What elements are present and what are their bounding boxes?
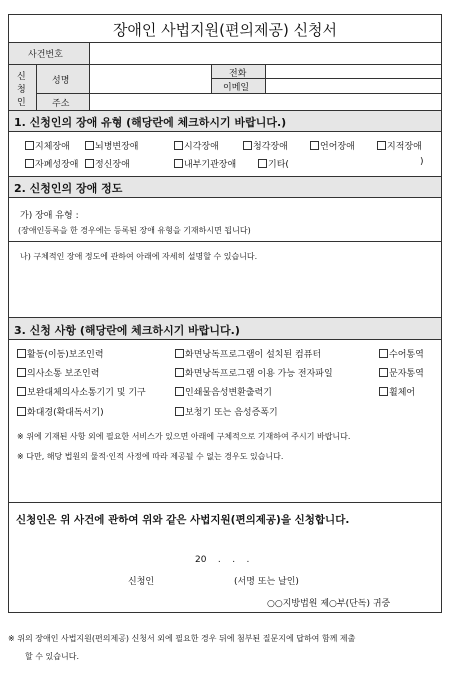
section1-header-divider [8,131,442,132]
option-label: 휠체어 [389,388,416,398]
checkbox[interactable] [85,159,94,168]
option-label: 정신장애 [95,160,130,170]
disability-option-mental[interactable] [85,157,130,170]
section1-title: 1. 신청인의 장애 유형 (해당란에 체크하시기 바랍니다.) [14,116,287,129]
section2-title: 2. 신청인의 장애 정도 [14,182,123,195]
option-label: 보완대체의사소통기기 및 기구 [27,388,146,398]
section3-header-divider [8,339,442,340]
closing-statement: 신청인은 위 사건에 관하여 위와 같은 사법지원(편의제공)을 신청합니다. [16,514,350,526]
closing-divider [8,502,442,503]
signature-instruction[interactable]: (서명 또는 날인) [234,577,299,587]
disability-option-intellectual[interactable] [377,139,422,152]
option-label: 뇌병변장애 [95,142,139,152]
section3-title: 3. 신청 사항 (해당란에 체크하시기 바랍니다.) [14,324,240,337]
checkbox[interactable] [17,407,26,416]
additional-service-field[interactable] [14,466,436,498]
case-number-field[interactable] [90,43,441,64]
checkbox[interactable] [175,368,184,377]
disability-option-visual[interactable] [174,139,219,152]
option-label: 청각장애 [253,142,288,152]
request-option-print-to-speech[interactable] [175,385,272,398]
request-option-screen-reader-pc[interactable] [175,347,321,360]
checkbox[interactable] [377,141,386,150]
checkbox[interactable] [379,387,388,396]
disability-option-autism[interactable] [25,157,78,170]
disability-detail-field[interactable] [14,264,436,314]
email-label: 이메일 [223,83,250,93]
checkbox[interactable] [175,349,184,358]
other-close-paren: ) [420,157,424,167]
checkbox[interactable] [17,349,26,358]
court-addressee: ○○지방법원 제○부(단독) 귀중 [267,599,391,609]
checkbox[interactable] [85,141,94,150]
section3-note-2: ※ 다만, 해당 법원의 물적·인적 사정에 따라 제공될 수 없는 경우도 있습니다. [17,452,284,461]
option-label: 문자통역 [389,369,424,379]
footnote-line-1: ※ 위의 장애인 사법지원(편의제공) 신청서 외에 필요한 경우 뒤에 첨부된 질문지에 답하여 함께 제출 [8,634,356,643]
request-option-wheelchair[interactable] [379,385,415,398]
form-title: 장애인 사법지원(편의제공) 신청서 [112,21,338,39]
address-field[interactable] [90,94,441,110]
application-date[interactable]: 20 . . . [195,555,250,565]
option-label: 보청기 또는 음성증폭기 [185,408,278,418]
checkbox[interactable] [17,387,26,396]
disability-option-hearing[interactable] [243,139,288,152]
option-label: 수어통역 [389,350,424,360]
checkbox[interactable] [25,141,34,150]
request-option-mobility-assistant[interactable] [17,347,104,360]
option-label: 지적장애 [387,142,422,152]
request-option-accessible-file[interactable] [175,366,333,379]
checkbox[interactable] [25,159,34,168]
option-label: 화면낭독프로그램 이용 가능 전자파일 [185,369,333,379]
option-label: 인쇄물음성변환출력기 [185,388,272,398]
disability-option-physical[interactable] [25,139,70,152]
option-label: 화대경(확대독서기) [27,408,104,418]
request-option-magnifier[interactable] [17,405,104,418]
checkbox[interactable] [243,141,252,150]
checkbox[interactable] [379,349,388,358]
disability-option-other[interactable] [258,157,289,170]
option-label: 의사소통 보조인력 [27,369,100,379]
checkbox[interactable] [17,368,26,377]
checkbox[interactable] [310,141,319,150]
checkbox[interactable] [174,159,183,168]
address-label: 주소 [52,99,70,109]
case-number-label: 사건번호 [28,50,63,60]
request-option-text-interpretation[interactable] [379,366,424,379]
section2-inner-divider [8,241,442,242]
checkbox[interactable] [174,141,183,150]
disability-option-brain-lesion[interactable] [85,139,138,152]
name-field[interactable] [90,65,211,93]
checkbox[interactable] [175,387,184,396]
name-label: 성명 [52,76,70,86]
request-option-communication-assistant[interactable] [17,366,99,379]
applicant-signature-label: 신청인 [128,577,155,587]
section3-note-1: ※ 위에 기재된 사항 외에 필요한 서비스가 있으면 아래에 구체적으로 기재하여 주시기 바랍니다. [17,432,351,441]
option-label: 지체장애 [35,142,70,152]
section2-header-divider [8,197,442,198]
disability-option-speech[interactable] [310,139,355,152]
request-option-aac-device[interactable] [17,385,146,398]
disability-detail-label: 나) 구체적인 장애 정도에 관하여 아래에 자세히 설명할 수 있습니다. [20,252,258,261]
option-label: 화면낭독프로그램이 설치된 컴퓨터 [185,350,322,360]
checkbox[interactable] [379,368,388,377]
disability-type-label: 가) 장애 유형 : [20,211,79,221]
phone-field[interactable] [266,65,441,78]
option-label: 시각장애 [184,142,219,152]
option-label: 언어장애 [320,142,355,152]
option-label: 활동(이동)보조인력 [27,350,104,360]
applicant-side-label-3: 인 [17,98,26,108]
applicant-side-label-2: 청 [17,85,26,95]
option-label: 자폐성장애 [35,160,79,170]
option-label: 내부기관장애 [184,160,237,170]
footnote-line-2: 할 수 있습니다. [25,652,79,661]
phone-label: 전화 [229,69,247,79]
disability-option-internal-organ[interactable] [174,157,236,170]
option-label: 기타( [268,160,289,170]
request-option-hearing-aid[interactable] [175,405,278,418]
disability-type-field[interactable] [104,205,434,219]
applicant-side-label-1: 신 [17,72,26,82]
email-field[interactable] [266,79,441,93]
disability-type-note: (장애인등록을 한 경우에는 등록된 장애 유형을 기재하시면 됩니다) [18,226,251,235]
checkbox[interactable] [258,159,267,168]
checkbox[interactable] [175,407,184,416]
request-option-sign-language[interactable] [379,347,424,360]
